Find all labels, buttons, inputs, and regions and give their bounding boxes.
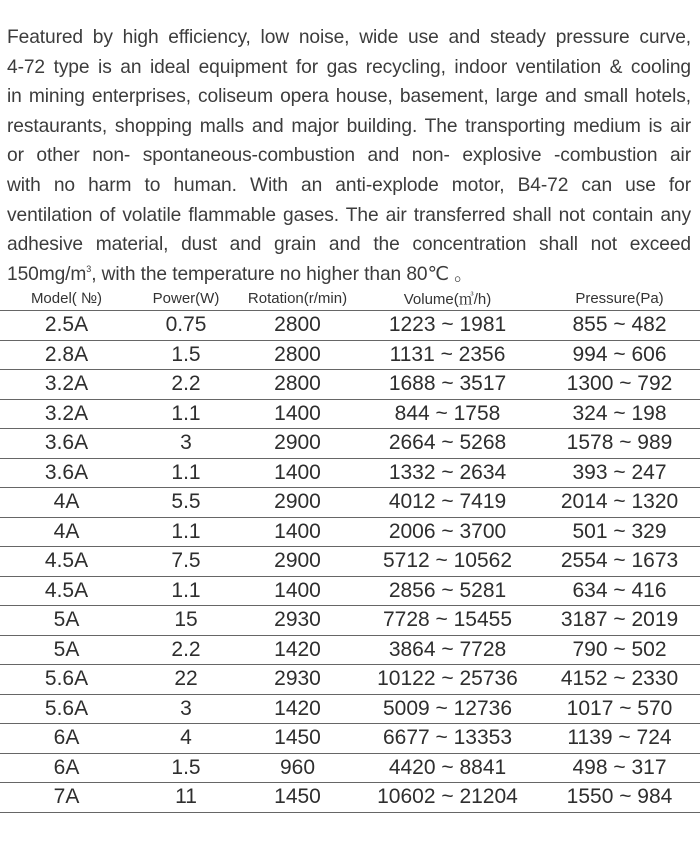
cell-model: 3.2A	[44, 401, 89, 425]
header-pressure: Pressure(Pa)	[575, 289, 664, 307]
cell-model: 4A	[53, 519, 80, 543]
cell-rotation: 2930	[274, 608, 321, 632]
cell-model: 5.6A	[44, 696, 89, 720]
cell-rotation: 2800	[274, 342, 321, 366]
cell-power: 1.5	[171, 342, 201, 366]
table-row	[0, 459, 700, 489]
cell-volume: 5712 ~ 10562	[382, 549, 513, 573]
cell-power: 1.5	[171, 755, 201, 779]
cell-model: 4A	[53, 490, 80, 514]
header-rotation: Rotation(r/min)	[247, 289, 348, 307]
cell-rotation: 1400	[274, 401, 321, 425]
cell-volume: 4012 ~ 7419	[388, 490, 507, 514]
cell-volume: 5009 ~ 12736	[382, 696, 513, 720]
cell-pressure: 501 ~ 329	[572, 519, 667, 543]
table-body	[0, 311, 700, 813]
cell-pressure: 1139 ~ 724	[567, 726, 672, 750]
cell-power: 5.5	[171, 490, 201, 514]
cell-pressure: 2014 ~ 1320	[560, 490, 679, 514]
table-row	[0, 488, 700, 518]
cell-rotation: 2900	[274, 431, 321, 455]
cell-volume: 2856 ~ 5281	[388, 578, 507, 602]
cell-rotation: 1420	[274, 696, 321, 720]
cell-pressure: 324 ~ 198	[572, 401, 667, 425]
table-header-row	[0, 286, 700, 311]
cell-model: 7A	[53, 785, 80, 809]
cell-pressure: 790 ~ 502	[572, 637, 667, 661]
cell-model: 3.6A	[44, 431, 89, 455]
table-row	[0, 606, 700, 636]
cell-pressure: 2554 ~ 1673	[560, 549, 679, 573]
cell-volume: 2664 ~ 5268	[388, 431, 507, 455]
header-power: Power(W)	[152, 289, 220, 307]
cell-model: 5A	[53, 637, 80, 661]
cell-rotation: 1400	[274, 519, 321, 543]
table-row	[0, 754, 700, 784]
table-row	[0, 724, 700, 754]
concentration-value: 150mg/m	[7, 263, 87, 285]
cell-model: 2.5A	[44, 313, 89, 337]
cell-model: 5A	[53, 608, 80, 632]
header-volume: Volume(㎥/h)	[403, 290, 492, 308]
table-row	[0, 518, 700, 548]
cell-power: 0.75	[165, 313, 207, 337]
table-row	[0, 547, 700, 577]
cell-rotation: 1400	[274, 578, 321, 602]
cell-model: 2.8A	[44, 342, 89, 366]
description-line: 4-72 type is an ideal equipment for gas recycling, indoor ventilation & cooling	[7, 56, 691, 78]
table-row	[0, 370, 700, 400]
cell-model: 5.6A	[44, 667, 89, 691]
cell-volume: 1131 ~ 2356	[389, 342, 506, 366]
cell-power: 7.5	[171, 549, 201, 573]
cell-model: 4.5A	[44, 578, 89, 602]
cell-power: 22	[174, 667, 198, 691]
cell-pressure: 634 ~ 416	[572, 578, 667, 602]
cell-rotation: 1450	[274, 726, 321, 750]
cell-volume: 10122 ~ 25736	[377, 667, 518, 691]
table-row	[0, 636, 700, 666]
cell-power: 1.1	[171, 401, 201, 425]
cell-pressure: 3187 ~ 2019	[560, 608, 679, 632]
fan-specification-table	[0, 286, 700, 813]
description-line: adhesive material, dust and grain and the concentration shall not exceed	[7, 234, 691, 256]
cell-model: 6A	[53, 755, 80, 779]
cell-volume: 1332 ~ 2634	[388, 460, 507, 484]
cell-rotation: 2900	[274, 490, 321, 514]
cell-volume: 844 ~ 1758	[394, 401, 501, 425]
cell-volume: 2006 ~ 3700	[388, 519, 507, 543]
cell-pressure: 1578 ~ 989	[566, 431, 673, 455]
cell-rotation: 1450	[274, 785, 321, 809]
description-line: or other non- spontaneous-combustion and non- explosive -combustion air	[7, 145, 691, 167]
description-line: ventilation of volatile flammable gases. The air transferred shall not contain any	[7, 204, 691, 226]
cell-rotation: 1400	[274, 460, 321, 484]
cell-pressure: 393 ~ 247	[572, 460, 667, 484]
cell-volume: 7728 ~ 15455	[382, 608, 513, 632]
cell-pressure: 994 ~ 606	[572, 342, 667, 366]
cell-pressure: 855 ~ 482	[572, 313, 667, 337]
cell-rotation: 1420	[274, 637, 321, 661]
cell-power: 4	[180, 726, 192, 750]
cell-model: 6A	[53, 726, 80, 750]
cell-rotation: 960	[279, 755, 316, 779]
table-row	[0, 341, 700, 371]
cell-model: 3.6A	[44, 460, 89, 484]
table-row	[0, 429, 700, 459]
cubic-superscript: 3	[86, 263, 92, 274]
cell-pressure: 1300 ~ 792	[566, 372, 673, 396]
cell-power: 11	[175, 785, 197, 809]
cell-volume: 1223 ~ 1981	[388, 313, 507, 337]
cell-volume: 4420 ~ 8841	[388, 755, 507, 779]
description-line: in mining enterprises, coliseum opera house, basement, large and small hotels,	[7, 86, 691, 108]
cell-power: 3	[180, 696, 192, 720]
description-line: restaurants, shopping malls and major building. The transporting medium is air	[7, 115, 691, 137]
description-line: Featured by high efficiency, low noise, wide use and steady pressure curve,	[7, 27, 691, 48]
cell-volume: 6677 ~ 13353	[382, 726, 513, 750]
cell-power: 1.1	[171, 519, 201, 543]
cell-pressure: 1017 ~ 570	[566, 696, 673, 720]
cell-rotation: 2900	[274, 549, 321, 573]
cell-rotation: 2800	[274, 372, 321, 396]
cell-power: 15	[174, 608, 198, 632]
cell-volume: 3864 ~ 7728	[388, 637, 507, 661]
table-row	[0, 695, 700, 725]
temperature-text: , with the temperature no higher than 80℃ 。	[91, 263, 474, 285]
cell-volume: 10602 ~ 21204	[377, 785, 518, 809]
description-last-line	[7, 260, 691, 290]
cell-pressure: 1550 ~ 984	[566, 785, 673, 809]
cell-pressure: 4152 ~ 2330	[560, 667, 679, 691]
table-row	[0, 577, 700, 607]
cell-rotation: 2800	[274, 313, 321, 337]
cell-pressure: 498 ~ 317	[572, 755, 667, 779]
cell-rotation: 2930	[274, 667, 321, 691]
cell-power: 2.2	[171, 637, 201, 661]
cell-power: 2.2	[171, 372, 201, 396]
cell-model: 3.2A	[44, 372, 89, 396]
cell-model: 4.5A	[44, 549, 89, 573]
table-row	[0, 311, 700, 341]
table-row	[0, 665, 700, 695]
description-line: with no harm to human. With an anti-explode motor, B4-72 can use for	[7, 174, 691, 196]
cell-power: 1.1	[171, 578, 201, 602]
header-model: Model( №)	[30, 289, 103, 307]
cell-power: 3	[180, 431, 192, 455]
table-row	[0, 783, 700, 813]
cell-volume: 1688 ~ 3517	[388, 372, 507, 396]
table-row	[0, 400, 700, 430]
description-paragraph	[7, 23, 691, 289]
cell-power: 1.1	[171, 460, 201, 484]
